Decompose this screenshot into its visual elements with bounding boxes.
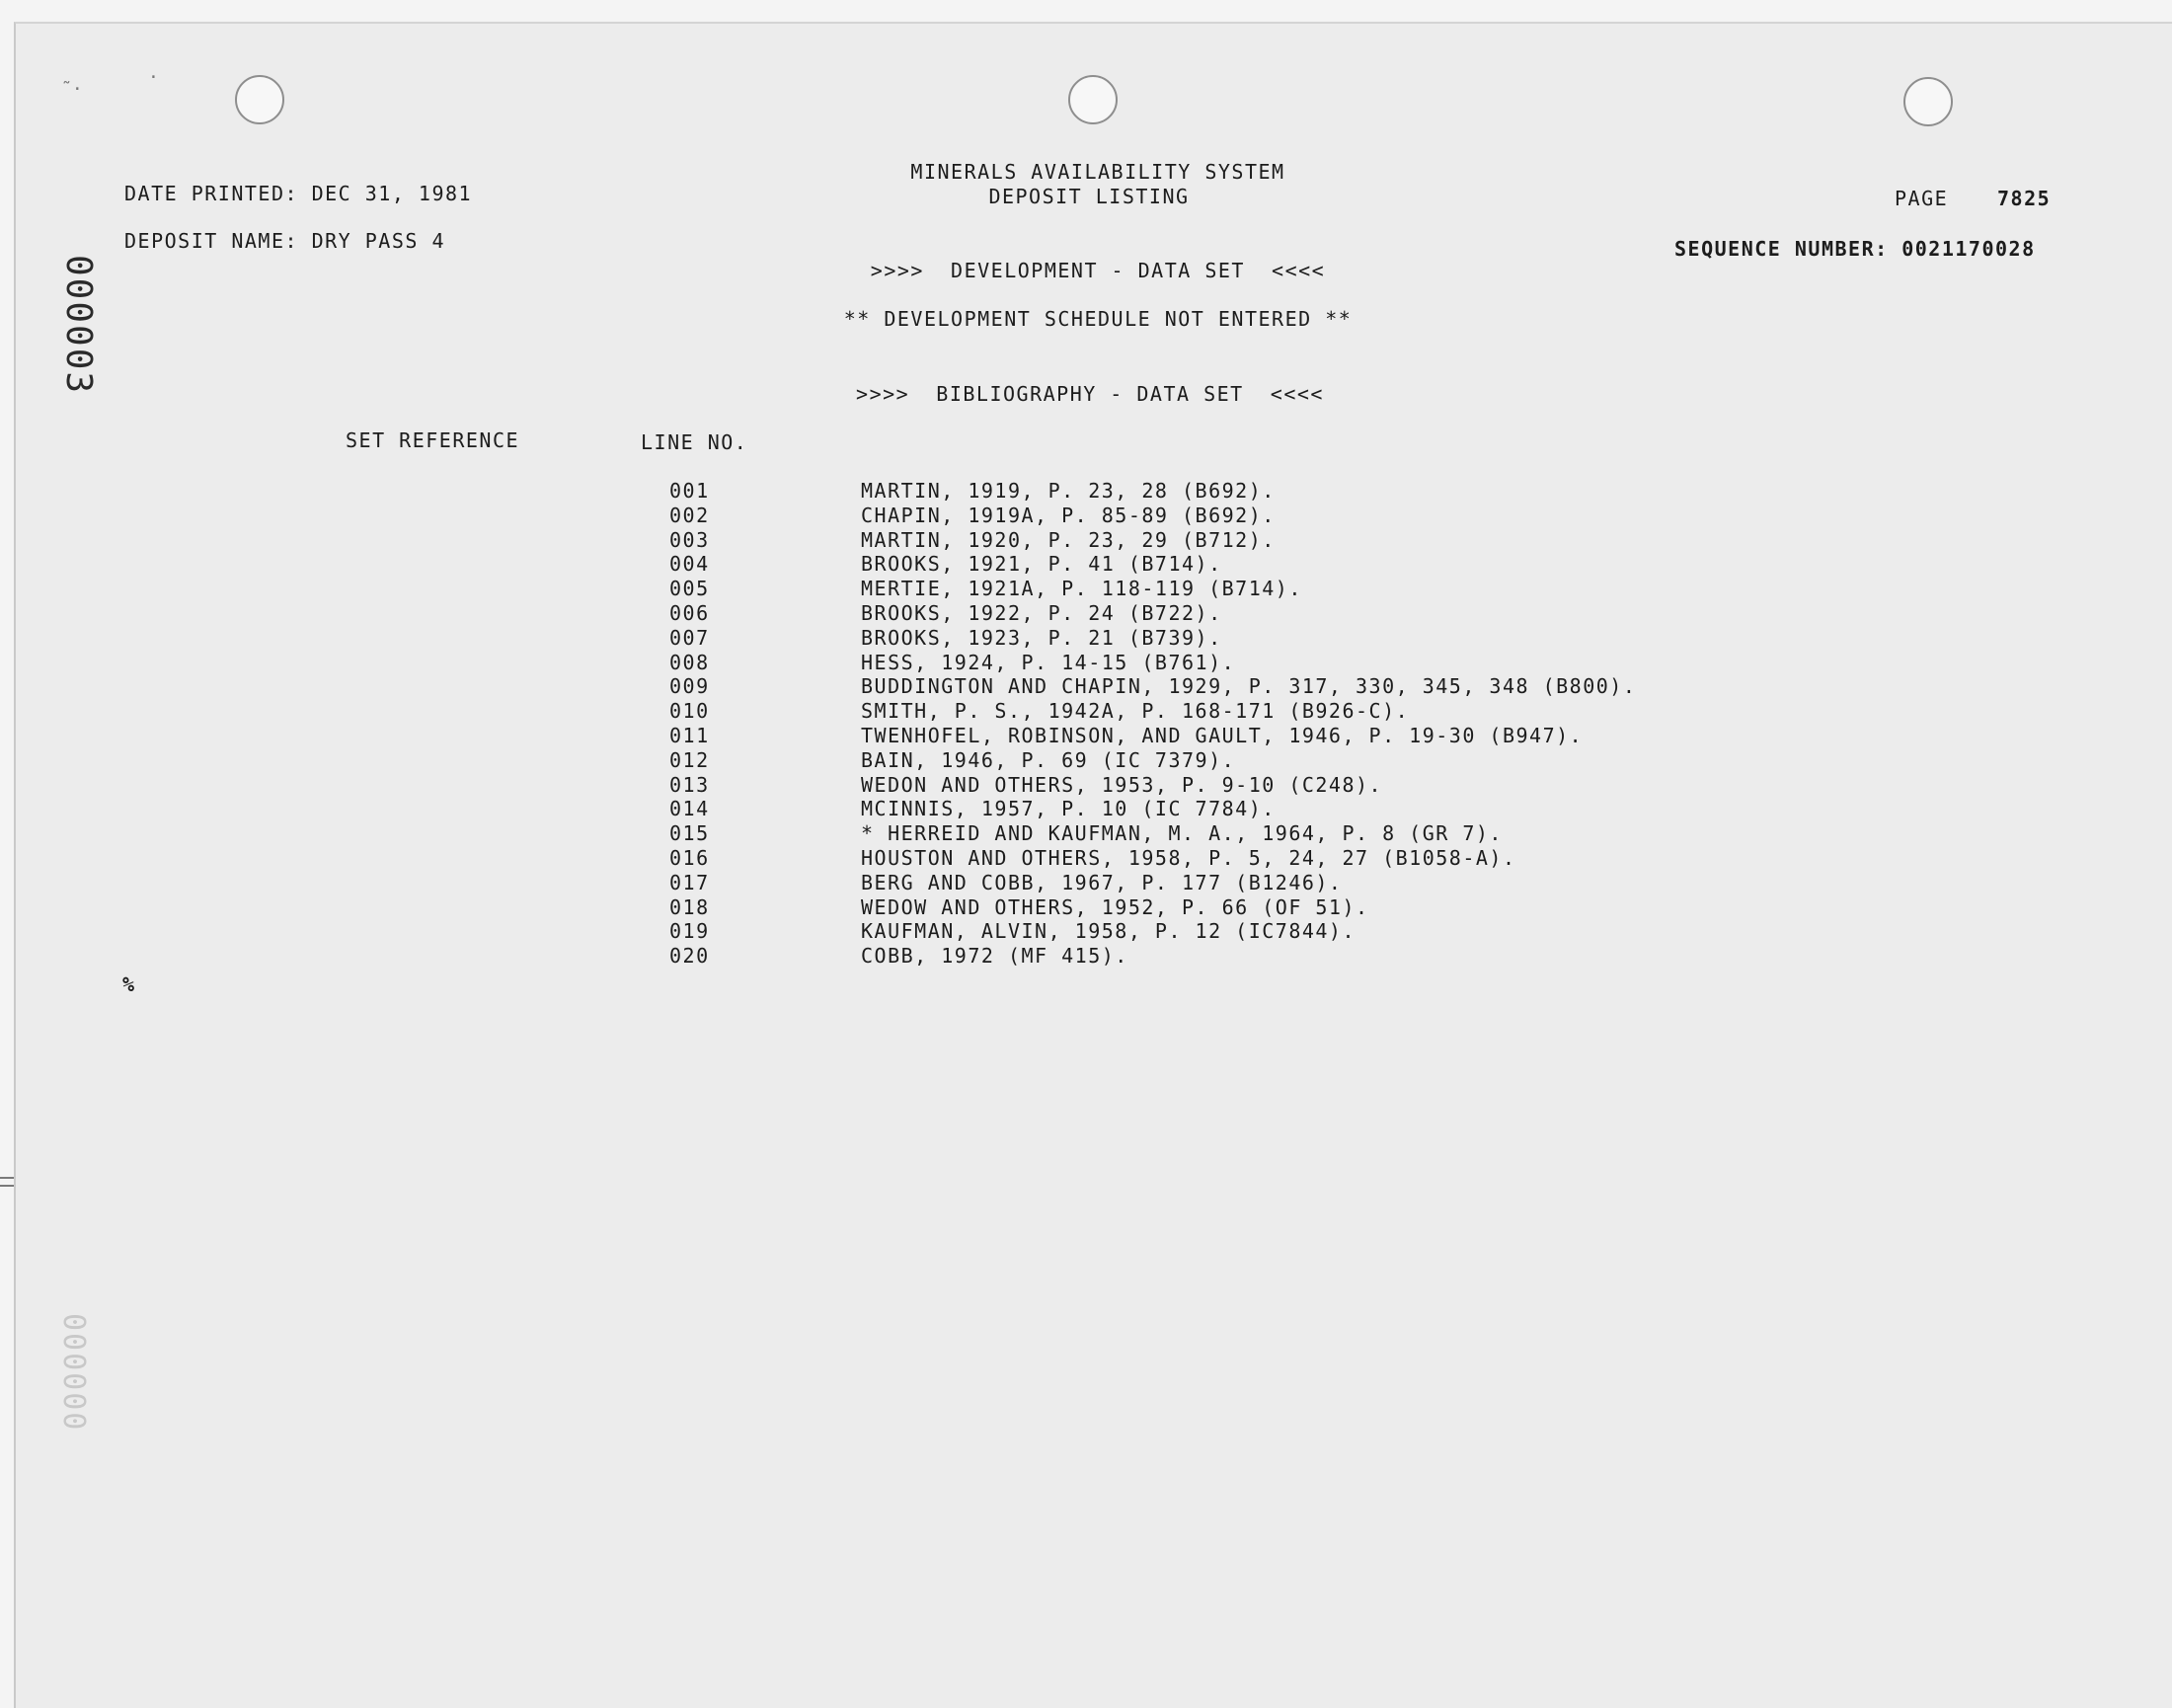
table-row <box>0 748 2172 773</box>
table-row <box>0 479 2172 504</box>
reference-text: MARTIN, 1920, P. 23, 29 (B712). <box>861 527 1276 552</box>
reference-text: BROOKS, 1922, P. 24 (B722). <box>861 601 1222 625</box>
line-number: 019 <box>669 919 710 944</box>
table-row <box>0 821 2172 846</box>
table-row <box>0 773 2172 798</box>
reference-text: BAIN, 1946, P. 69 (IC 7379). <box>861 747 1236 772</box>
line-number: 015 <box>669 821 710 846</box>
reference-text: BERG AND COBB, 1967, P. 177 (B1246). <box>861 870 1343 894</box>
table-row <box>0 895 2172 920</box>
reference-text: TWENHOFEL, ROBINSON, AND GAULT, 1946, P. 19-30 (B947). <box>861 724 1584 747</box>
line-number: 009 <box>669 674 710 699</box>
column-header-set-reference: SET REFERENCE <box>346 428 520 452</box>
table-row <box>0 601 2172 626</box>
reference-text: MERTIE, 1921A, P. 118-119 (B714). <box>861 577 1302 601</box>
line-number: 016 <box>669 846 710 870</box>
reference-text: BUDDINGTON AND CHAPIN, 1929, P. 317, 330, 345, 348 (B800). <box>861 674 1637 699</box>
scan-smudge: · <box>148 67 159 88</box>
footer-mark: % <box>122 972 136 996</box>
reference-text: MARTIN, 1919, P. 23, 28 (B692). <box>861 479 1276 503</box>
line-number: 020 <box>669 944 710 969</box>
line-number: 006 <box>669 601 710 625</box>
edge-rule <box>0 1177 14 1179</box>
reference-text: KAUFMAN, ALVIN, 1958, P. 12 (IC7844). <box>861 919 1357 944</box>
reference-text: COBB, 1972 (MF 415). <box>861 944 1128 969</box>
reference-text: WEDON AND OTHERS, 1953, P. 9-10 (C248). <box>861 772 1383 797</box>
listing-title: DEPOSIT LISTING <box>988 185 1190 208</box>
line-number: 007 <box>669 625 710 650</box>
line-number: 012 <box>669 747 710 772</box>
line-number: 013 <box>669 772 710 797</box>
table-row <box>0 944 2172 969</box>
reference-text: BROOKS, 1921, P. 41 (B714). <box>861 552 1222 577</box>
line-number: 011 <box>669 724 710 747</box>
table-row <box>0 674 2172 699</box>
development-note: ** DEVELOPMENT SCHEDULE NOT ENTERED ** <box>843 307 1353 331</box>
reference-text: HESS, 1924, P. 14-15 (B761). <box>861 650 1236 674</box>
page-label: PAGE <box>1895 187 1949 210</box>
reference-text: HOUSTON AND OTHERS, 1958, P. 5, 24, 27 (B1058-A). <box>861 846 1516 870</box>
line-number: 001 <box>669 479 710 503</box>
punch-hole-right <box>1903 77 1953 126</box>
table-row <box>0 552 2172 577</box>
bibliography-heading: >>>> BIBLIOGRAPHY - DATA SET <<<< <box>856 382 1324 406</box>
line-number: 005 <box>669 577 710 601</box>
line-number: 010 <box>669 699 710 724</box>
table-row <box>0 797 2172 821</box>
line-number: 018 <box>669 894 710 919</box>
reference-text: BROOKS, 1923, P. 21 (B739). <box>861 625 1222 650</box>
reference-text: SMITH, P. S., 1942A, P. 168-171 (B926-C). <box>861 699 1410 724</box>
table-row <box>0 504 2172 528</box>
reference-text: * HERREID AND KAUFMAN, M. A., 1964, P. 8 (GR 7). <box>861 821 1503 846</box>
sequence-number: SEQUENCE NUMBER: 0021170028 <box>1674 237 2036 261</box>
table-row <box>0 651 2172 675</box>
table-row <box>0 626 2172 651</box>
line-number: 014 <box>669 797 710 821</box>
line-number: 003 <box>669 527 710 552</box>
reference-text: CHAPIN, 1919A, P. 85-89 (B692). <box>861 503 1276 527</box>
line-number: 008 <box>669 650 710 674</box>
scan-smudge: ˜· <box>61 79 83 100</box>
punch-hole-center <box>1068 75 1118 124</box>
table-row <box>0 846 2172 871</box>
date-printed: DATE PRINTED: DEC 31, 1981 <box>124 182 473 205</box>
line-number: 002 <box>669 503 710 527</box>
punch-hole-left <box>235 75 284 124</box>
table-row <box>0 699 2172 724</box>
table-row <box>0 919 2172 944</box>
deposit-name: DEPOSIT NAME: DRY PASS 4 <box>124 229 445 253</box>
table-row <box>0 577 2172 601</box>
margin-stamp: 000003 <box>58 255 99 396</box>
column-header-line-no: LINE NO. <box>641 430 748 454</box>
table-row <box>0 528 2172 553</box>
reference-text: WEDOW AND OTHERS, 1952, P. 66 (OF 51). <box>861 894 1369 919</box>
page-number: 7825 <box>1997 187 2052 210</box>
margin-stamp-faint: 000000 <box>56 1313 91 1433</box>
system-title: MINERALS AVAILABILITY SYSTEM <box>910 160 1285 184</box>
reference-text: MCINNIS, 1957, P. 10 (IC 7784). <box>861 797 1276 821</box>
development-heading: >>>> DEVELOPMENT - DATA SET <<<< <box>870 259 1326 282</box>
edge-rule <box>0 1185 14 1187</box>
table-row <box>0 724 2172 748</box>
table-row <box>0 871 2172 895</box>
line-number: 017 <box>669 870 710 894</box>
line-number: 004 <box>669 552 710 577</box>
